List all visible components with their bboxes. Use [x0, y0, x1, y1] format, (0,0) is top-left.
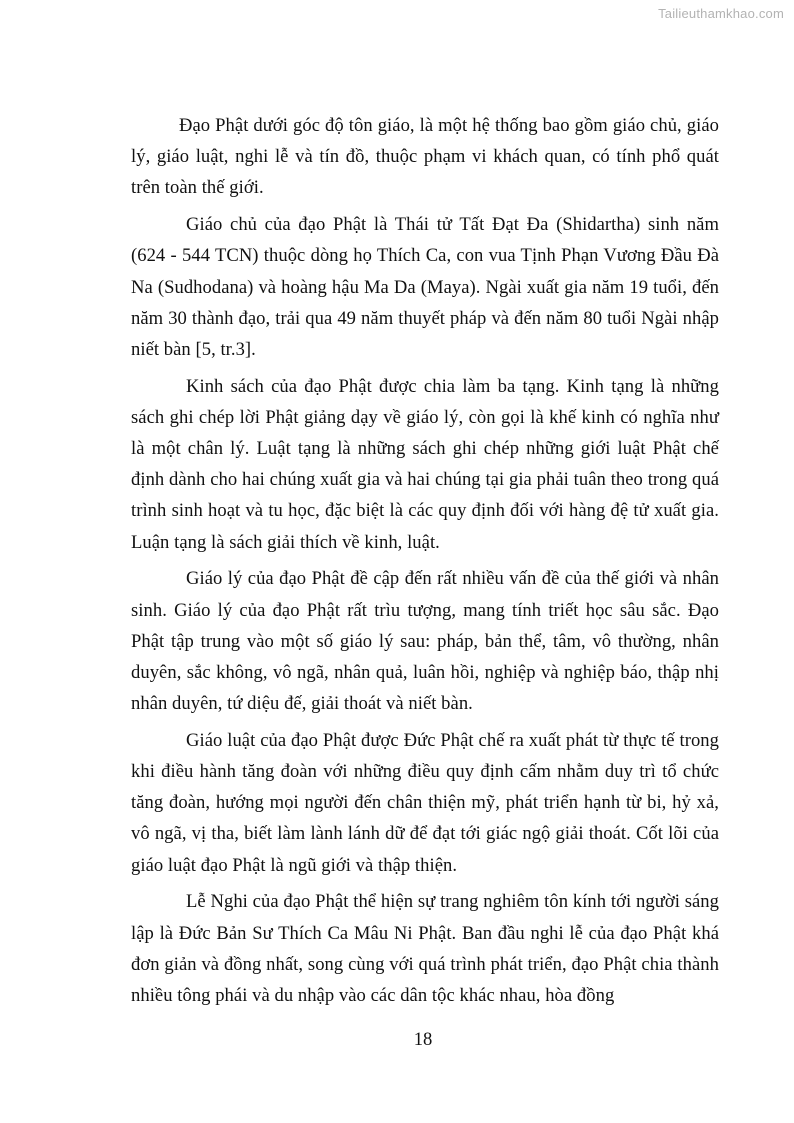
paragraph-doctrine: Giáo lý của đạo Phật đề cập đến rất nhiều vấn đề của thế giới và nhân sinh. Giáo lý của đạo Phật rất trìu tượng, mang tính triết học sâu sắc. Đạo Phật tập trung vào một số giáo lý sau: pháp, bản thể, tâm, vô thường, nhân duyên, sắc không, vô ngã, nhân quả, luân hồi, nghiệp và nghiệp báo, thập nhị nhân duyên, tứ diệu đế, giải thoát và niết bàn.: [131, 568, 719, 715]
paragraph-founder: Giáo chủ của đạo Phật là Thái tử Tất Đạt Đa (Shidartha) sinh năm (624 - 544 TCN) thuộc dòng họ Thích Ca, con vua Tịnh Phạn Vương Đầu Đà Na (Sudhodana) và hoàng hậu Ma Da (Maya). Ngài xuất gia năm 19 tuổi, đến năm 30 thành đạo, trải qua 49 năm thuyết pháp và đến năm 80 tuổi Ngài nhập niết bàn [5, tr.3].: [131, 214, 719, 360]
document-body: [131, 110, 719, 1017]
paragraph-rituals: Lễ Nghi của đạo Phật thể hiện sự trang nghiêm tôn kính tới người sáng lập là Đức Bản Sư Thích Ca Mâu Ni Phật. Ban đầu nghi lễ của đạo Phật khá đơn giản và đồng nhất, song cùng với quá trình phát triển, đạo Phật chia thành nhiều tông phái và du nhập vào các dân tộc khác nhau, hòa đồng: [131, 891, 719, 1006]
watermark: Tailieuthamkhao.com: [658, 6, 784, 21]
page-number: 18: [413, 1029, 433, 1050]
paragraph-religion-overview: Đạo Phật dưới góc độ tôn giáo, là một hệ thống bao gồm giáo chủ, giáo lý, giáo luật, nghi lễ và tín đồ, thuộc phạm vi khách quan, có tính phổ quát trên toàn thế giới.: [131, 115, 719, 199]
paragraph-scriptures: Kinh sách của đạo Phật được chia làm ba tạng. Kinh tạng là những sách ghi chép lời Phật giảng dạy về giáo lý, còn gọi là khế kinh có nghĩa như là một chân lý. Luật tạng là những sách ghi chép những giới luật Phật chế định dành cho hai chúng xuất gia và hai chúng tại gia phải tuân theo trong quá trình sinh hoạt và tu học, đặc biệt là các quy định đối với hàng đệ tử xuất gia. Luận tạng là sách giải thích về kinh, luật.: [131, 375, 719, 553]
paragraph-precepts: Giáo luật của đạo Phật được Đức Phật chế ra xuất phát từ thực tế trong khi điều hành tăng đoàn với những điều quy định cấm nhằm duy trì tổ chức tăng đoàn, hướng mọi người đến chân thiện mỹ, phát triển hạnh từ bi, hỷ xả, vô ngã, vị tha, biết làm lành lánh dữ để đạt tới giác ngộ giải thoát. Cốt lõi của giáo luật đạo Phật là ngũ giới và thập thiện.: [131, 729, 719, 876]
